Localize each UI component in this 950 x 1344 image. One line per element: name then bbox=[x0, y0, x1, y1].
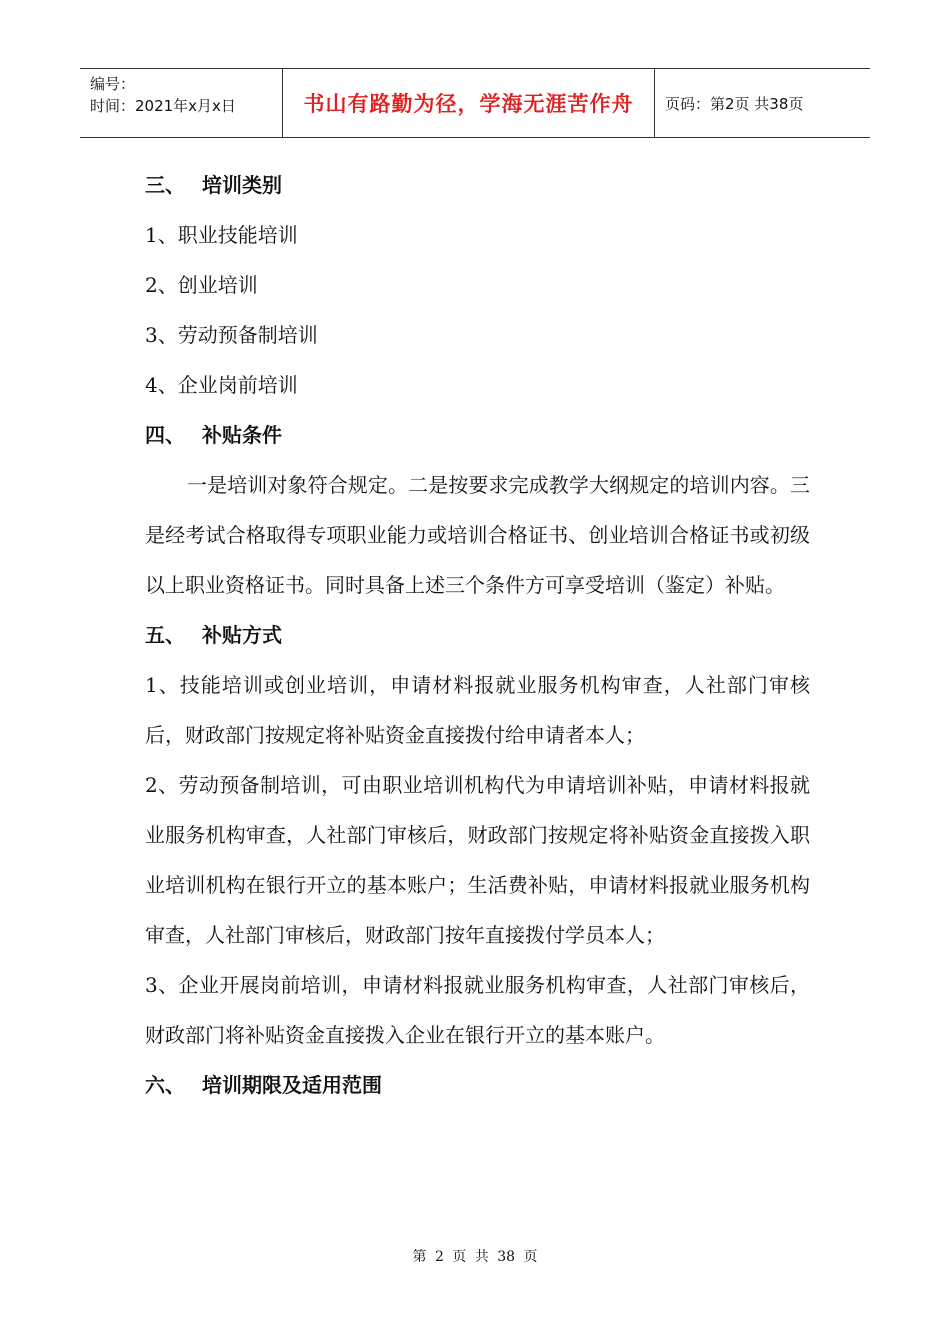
section-number: 三、 bbox=[145, 173, 185, 197]
section-title: 培训期限及适用范围 bbox=[202, 1073, 382, 1097]
paragraph: 一是培训对象符合规定。二是按要求完成教学大纲规定的培训内容。三是经考试合格取得专项职业能力或培训合格证书、创业培训合格证书或初级以上职业资格证书。同时具备上述三个条件方可享受培训（鉴定）补贴。 bbox=[145, 473, 810, 597]
list-item: 4、企业岗前培训 bbox=[145, 373, 298, 397]
header-meta bbox=[80, 69, 283, 137]
paragraph: 1、技能培训或创业培训，申请材料报就业服务机构审查，人社部门审核后，财政部门按规定将补贴资金直接拨付给申请者本人； bbox=[145, 673, 810, 747]
list-item: 3、劳动预备制培训 bbox=[145, 323, 318, 347]
page-header bbox=[80, 68, 870, 138]
section-title: 培训类别 bbox=[202, 173, 282, 197]
section-number: 五、 bbox=[145, 623, 185, 647]
list-item: 2、创业培训 bbox=[145, 273, 258, 297]
section-number: 四、 bbox=[145, 423, 185, 447]
section-title: 补贴方式 bbox=[202, 623, 282, 647]
page-footer: 第 2 页 共 38 页 bbox=[412, 1249, 538, 1265]
header-page-info: 页码：第2页 共38页 bbox=[665, 94, 804, 113]
section-heading-3 bbox=[145, 160, 810, 210]
header-number: 编号： bbox=[90, 75, 136, 93]
section-number: 六、 bbox=[145, 1073, 185, 1097]
section-heading-6 bbox=[145, 1060, 810, 1110]
header-motto: 书山有路勤为径，学海无涯苦作舟 bbox=[283, 69, 655, 137]
document-body bbox=[145, 160, 810, 1110]
section-heading-4 bbox=[145, 410, 810, 460]
section-title: 补贴条件 bbox=[202, 423, 282, 447]
header-time: 时间：2021年x月x日 bbox=[90, 97, 236, 115]
paragraph: 2、劳动预备制培训，可由职业培训机构代为申请培训补贴，申请材料报就业服务机构审查，人社部门审核后，财政部门按规定将补贴资金直接拨入职业培训机构在银行开立的基本账户；生活费补贴，申请材料报就业服务机构审查，人社部门审核后，财政部门按年直接拨付学员本人； bbox=[145, 773, 810, 947]
paragraph: 3、企业开展岗前培训，申请材料报就业服务机构审查，人社部门审核后，财政部门将补贴资金直接拨入企业在银行开立的基本账户。 bbox=[145, 973, 810, 1047]
section-heading-5 bbox=[145, 610, 810, 660]
list-item: 1、职业技能培训 bbox=[145, 223, 298, 247]
